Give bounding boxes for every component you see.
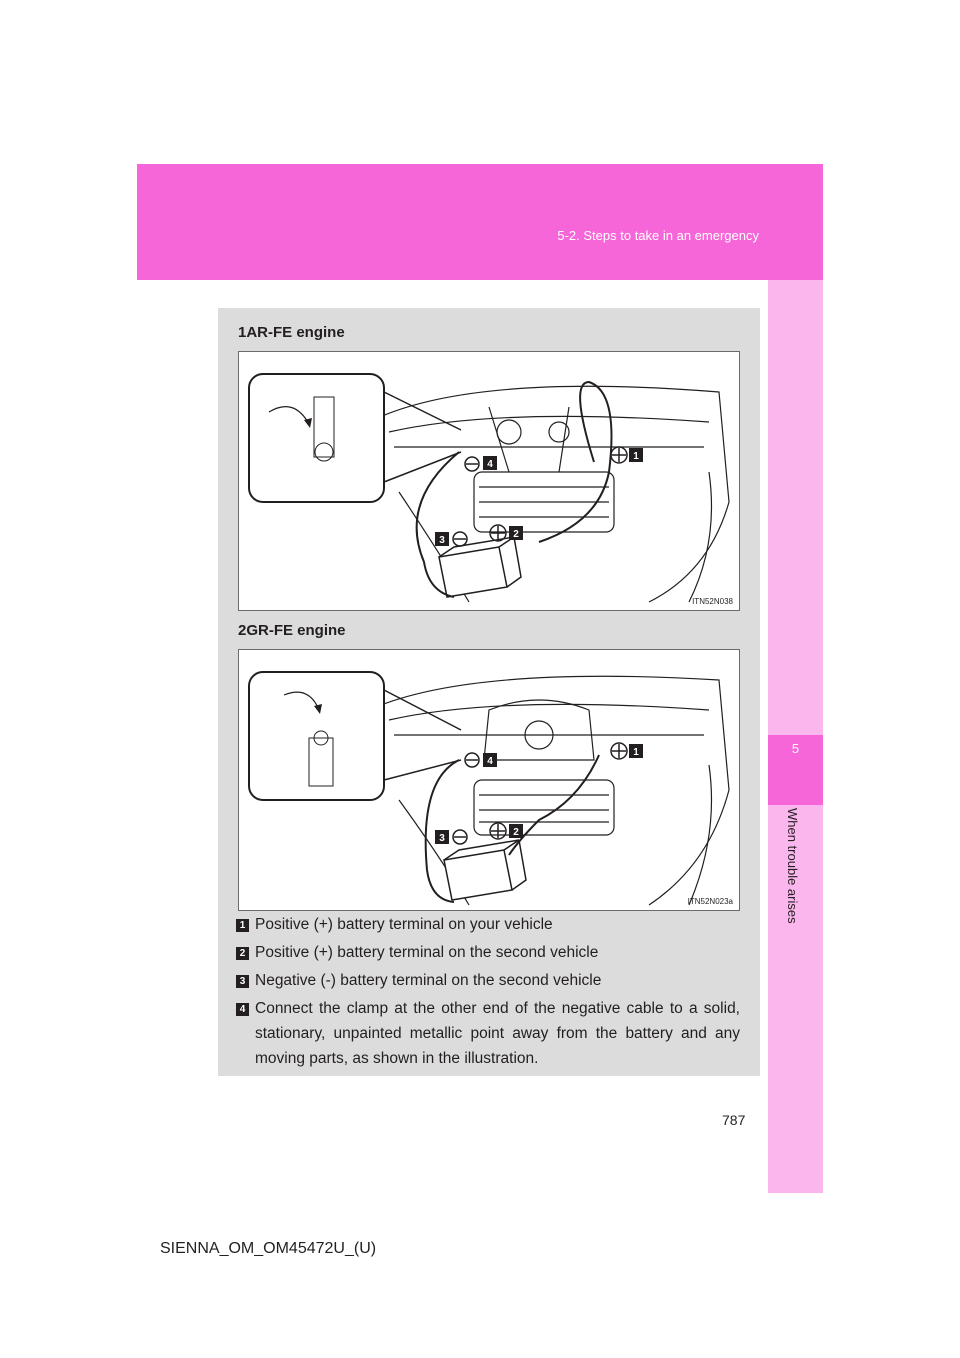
figure-code-1ar: ITN52N038 bbox=[692, 597, 733, 606]
terminal-markers-1ar bbox=[435, 447, 643, 546]
marker-4-fig2: 4 bbox=[487, 756, 493, 767]
legend-marker: 2 bbox=[236, 947, 249, 960]
legend-item bbox=[218, 996, 760, 1071]
figure-1ar-fe bbox=[238, 351, 740, 611]
legend-item bbox=[218, 940, 760, 965]
section-title: 5-2. Steps to take in an emergency bbox=[557, 228, 759, 243]
chapter-number: 5 bbox=[791, 741, 800, 756]
chapter-tab bbox=[768, 735, 823, 805]
legend-text: Connect the clamp at the other end of the negative cable to a solid, stationary, unpainted metallic point away from the battery and any moving parts, as shown in the illustration. bbox=[255, 1000, 740, 1067]
marker-2-fig2: 2 bbox=[513, 827, 519, 838]
jump-start-illustration-1ar bbox=[239, 352, 739, 610]
legend-item bbox=[218, 912, 760, 937]
header-band bbox=[137, 164, 823, 280]
engine-label-2gr: 2GR-FE engine bbox=[238, 622, 346, 639]
terminal-markers-2gr bbox=[435, 743, 643, 844]
page-number: 787 bbox=[722, 1112, 746, 1128]
legend-list bbox=[218, 912, 760, 1074]
marker-4-fig1: 4 bbox=[487, 459, 493, 470]
marker-3-fig2: 3 bbox=[439, 833, 445, 844]
battery-1ar bbox=[439, 537, 521, 597]
legend-item bbox=[218, 968, 760, 993]
inset-detail-1ar bbox=[249, 374, 461, 502]
figure-code-2gr: ITN52N023a bbox=[687, 897, 733, 906]
marker-3-fig1: 3 bbox=[439, 535, 445, 546]
chapter-title: When trouble arises bbox=[785, 808, 800, 924]
document-code: SIENNA_OM_OM45472U_(U) bbox=[160, 1240, 377, 1257]
marker-1-fig1: 1 bbox=[633, 451, 639, 462]
marker-2-fig1: 2 bbox=[513, 529, 519, 540]
legend-marker: 4 bbox=[236, 1003, 249, 1016]
jump-start-illustration-2gr bbox=[239, 650, 739, 910]
legend-marker: 3 bbox=[236, 975, 249, 988]
figure-2gr-fe bbox=[238, 649, 740, 911]
legend-text: Negative (-) battery terminal on the second vehicle bbox=[255, 972, 602, 989]
legend-text: Positive (+) battery terminal on the second vehicle bbox=[255, 944, 599, 961]
legend-text: Positive (+) battery terminal on your vehicle bbox=[255, 916, 553, 933]
marker-1-fig2: 1 bbox=[633, 747, 639, 758]
content-box bbox=[218, 308, 760, 1076]
engine-label-1ar: 1AR-FE engine bbox=[238, 324, 345, 341]
legend-marker: 1 bbox=[236, 919, 249, 932]
